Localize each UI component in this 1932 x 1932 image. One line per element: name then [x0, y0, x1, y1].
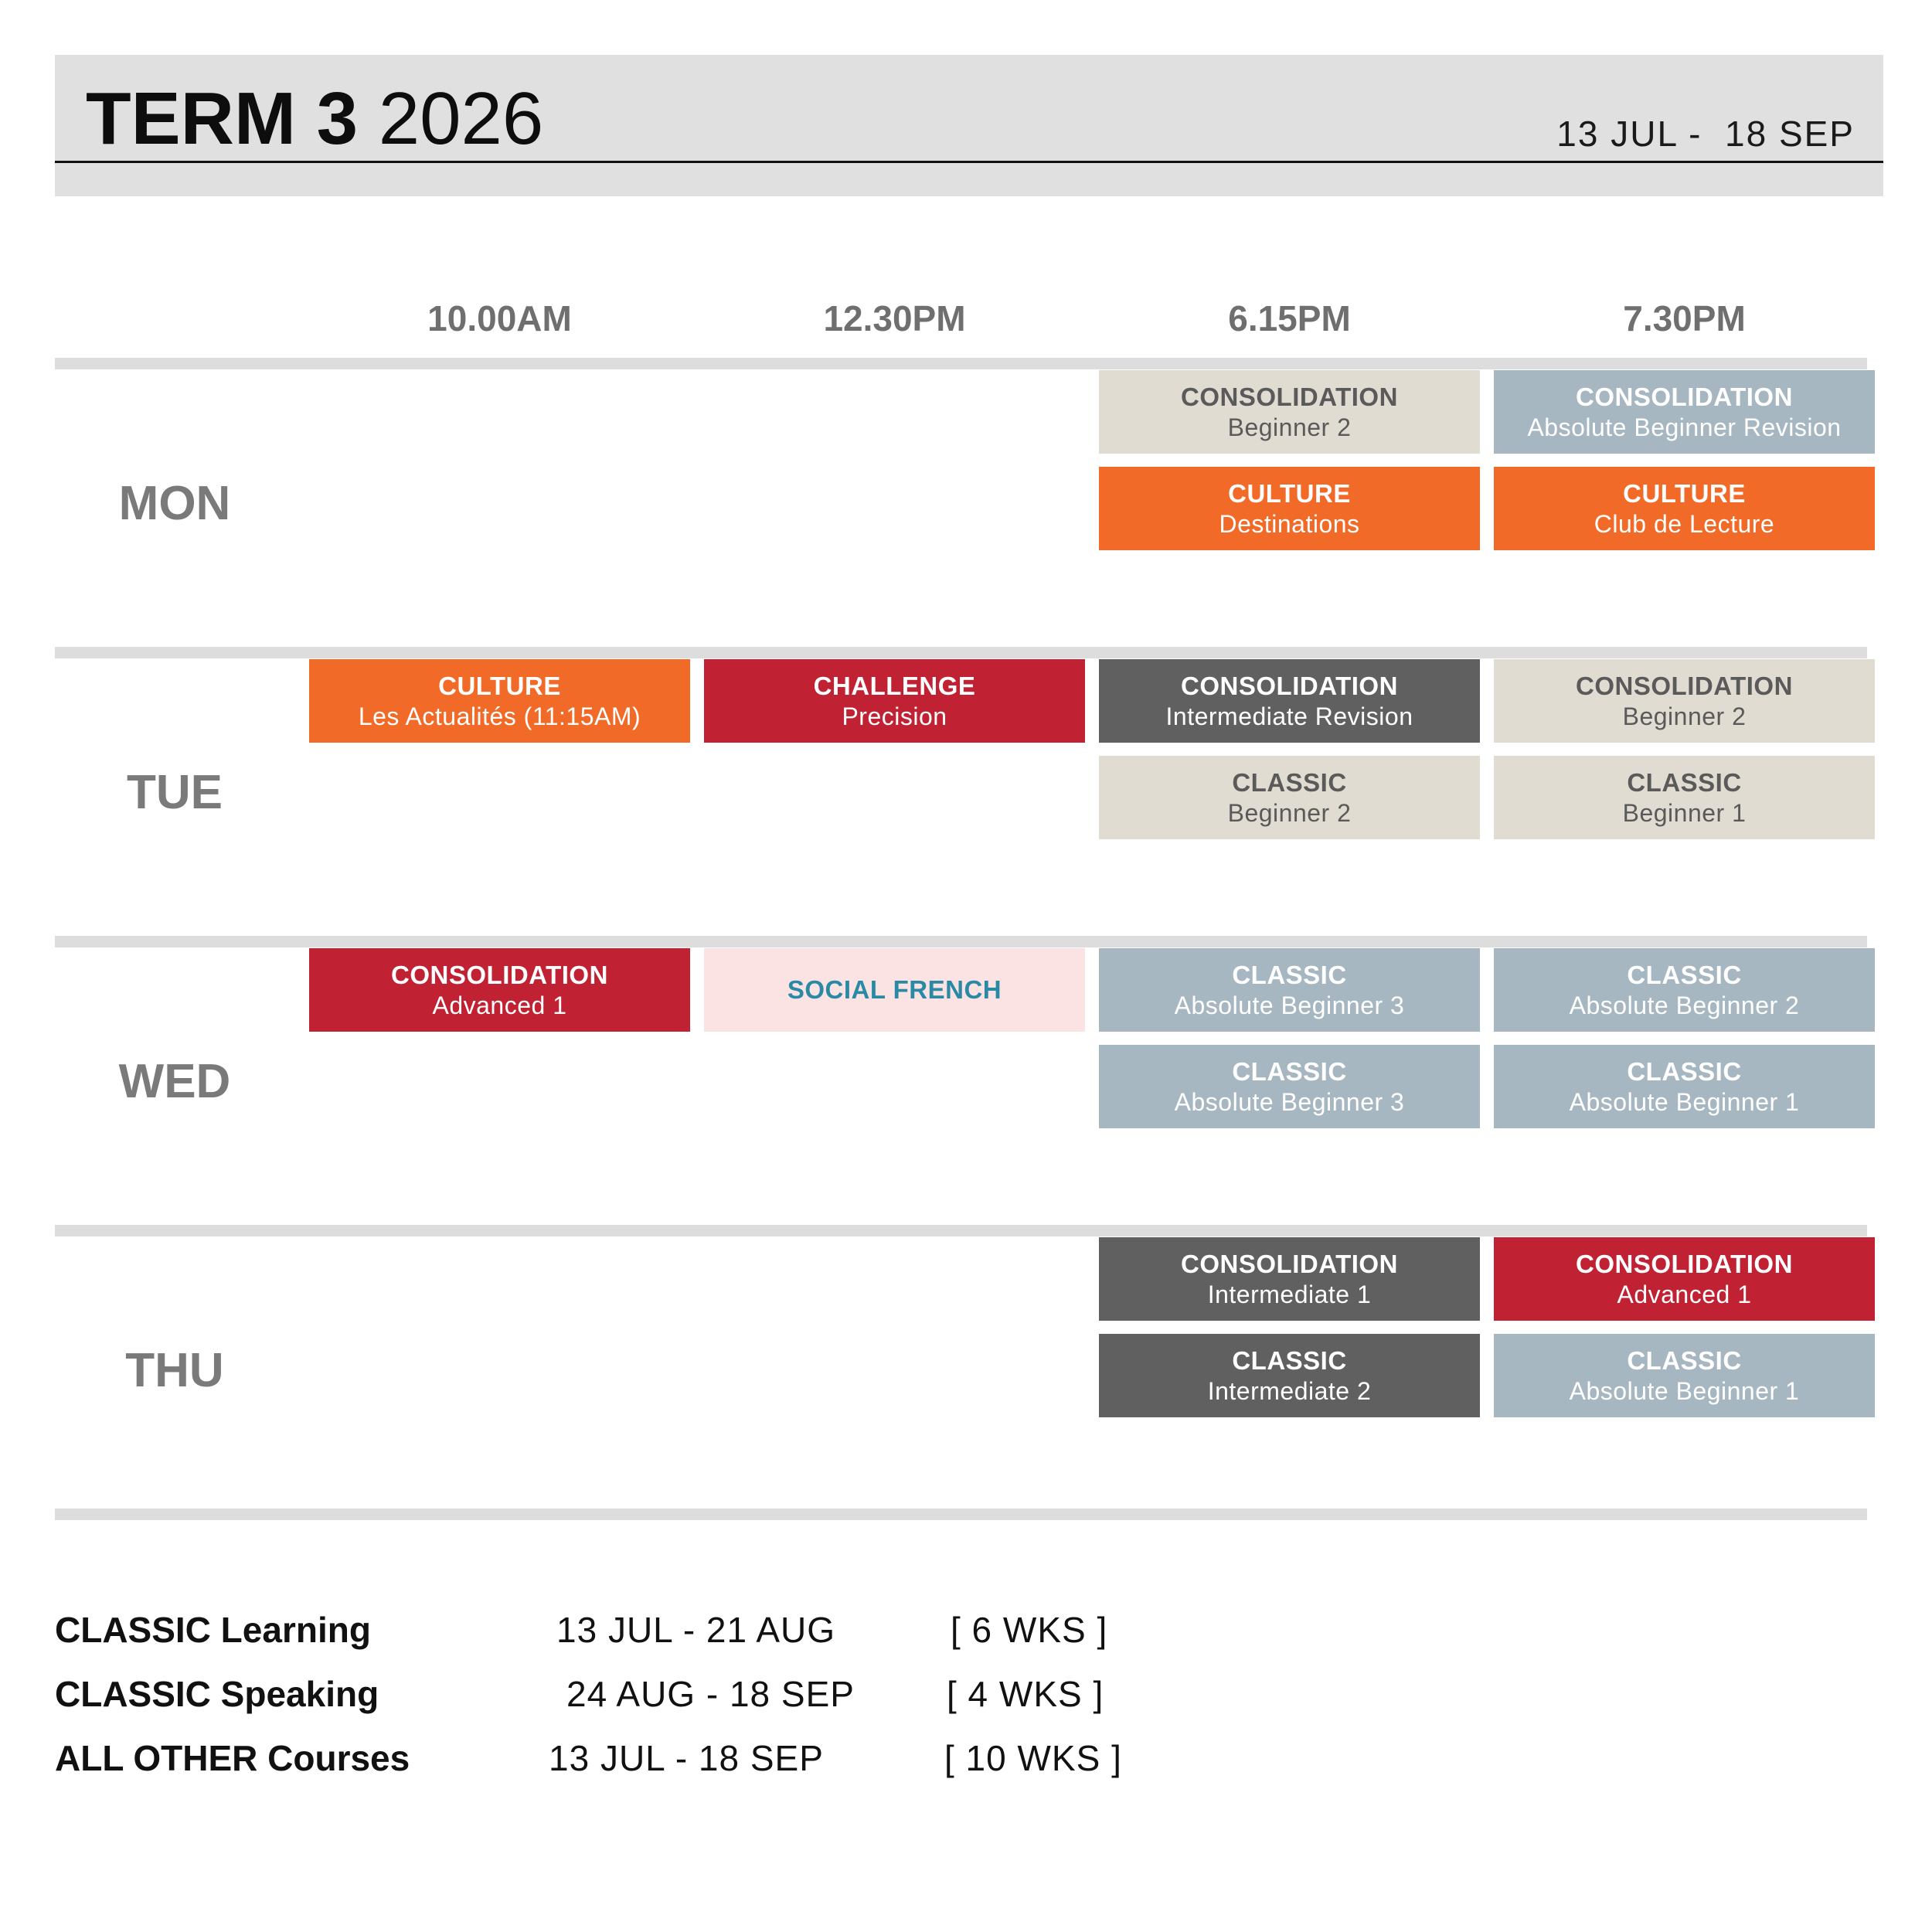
course-block [309, 948, 690, 1032]
course-block [704, 948, 1085, 1032]
time-label-730pm: 7.30PM [1623, 298, 1746, 338]
course-name: Advanced 1 [432, 991, 567, 1019]
course-block [1099, 1237, 1480, 1321]
course-name: Beginner 2 [1622, 702, 1747, 730]
course-name: Intermediate 2 [1207, 1376, 1372, 1405]
course-block [1099, 1334, 1480, 1417]
course-name: Precision [842, 702, 947, 730]
course-category: CLASSIC [1232, 768, 1347, 797]
course-name: Beginner 1 [1622, 798, 1747, 827]
term-title [86, 77, 544, 160]
course-category: CLASSIC [1232, 961, 1347, 989]
course-block [1494, 948, 1875, 1032]
legend-dates: 24 AUG - 18 SEP [566, 1674, 855, 1714]
course-category: CLASSIC [1232, 1346, 1347, 1375]
schedule-bottom-divider [55, 1509, 1867, 1520]
course-category: CONSOLIDATION [1181, 383, 1398, 411]
legend-weeks: [ 4 WKS ] [947, 1674, 1104, 1714]
course-category: CULTURE [1228, 479, 1351, 508]
course-category: CLASSIC [1232, 1057, 1347, 1086]
course-name: Absolute Beginner Revision [1527, 413, 1842, 441]
course-block [1099, 948, 1480, 1032]
term-title-year: 2026 [378, 77, 544, 160]
course-name: Absolute Beginner 1 [1569, 1087, 1800, 1116]
legend-dates: 13 JUL - 18 SEP [549, 1738, 824, 1778]
term-header [55, 55, 1883, 196]
course-name: Intermediate Revision [1165, 702, 1413, 730]
course-name: Absolute Beginner 2 [1569, 991, 1800, 1019]
course-block [1099, 1045, 1480, 1128]
day-separator [55, 1225, 1867, 1236]
course-category: CONSOLIDATION [1181, 1250, 1398, 1278]
time-label-615pm: 6.15PM [1228, 298, 1351, 338]
course-category: CONSOLIDATION [1576, 383, 1793, 411]
day-label-tue: TUE [127, 766, 223, 819]
course-category: SOCIAL FRENCH [787, 975, 1002, 1005]
course-name: Beginner 2 [1227, 798, 1352, 827]
course-name: Club de Lecture [1594, 509, 1775, 538]
legend-name: ALL OTHER Courses [55, 1738, 410, 1778]
term-title-bold: TERM 3 [86, 77, 359, 160]
course-block [1494, 1334, 1875, 1417]
course-block [309, 659, 690, 743]
time-label-10am: 10.00AM [427, 298, 572, 338]
course-block [1099, 467, 1480, 550]
legend-name: CLASSIC Speaking [55, 1674, 379, 1714]
course-name: Absolute Beginner 1 [1569, 1376, 1800, 1405]
legend-weeks: [ 10 WKS ] [944, 1738, 1122, 1778]
legend-name: CLASSIC Learning [55, 1610, 371, 1650]
day-label-thu: THU [125, 1344, 224, 1397]
day-label-wed: WED [118, 1055, 231, 1108]
course-block [1494, 1045, 1875, 1128]
course-name: Beginner 2 [1227, 413, 1352, 441]
course-category: CLASSIC [1627, 961, 1742, 989]
course-block [1494, 1237, 1875, 1321]
course-name: Absolute Beginner 3 [1174, 1087, 1405, 1116]
day-label-mon: MON [118, 477, 231, 530]
course-block [1494, 756, 1875, 839]
course-name: Les Actualités (11:15AM) [358, 702, 641, 730]
course-category: CONSOLIDATION [1576, 1250, 1793, 1278]
course-block [1099, 659, 1480, 743]
course-category: CONSOLIDATION [1576, 672, 1793, 700]
course-block [1099, 756, 1480, 839]
header-divider [55, 161, 1883, 163]
course-category: CONSOLIDATION [391, 961, 608, 989]
day-separator [55, 647, 1867, 658]
course-name: Advanced 1 [1617, 1280, 1752, 1308]
course-name: Absolute Beginner 3 [1174, 991, 1405, 1019]
course-block [1494, 370, 1875, 454]
course-block [1494, 659, 1875, 743]
course-category: CLASSIC [1627, 1346, 1742, 1375]
legend-dates: 13 JUL - 21 AUG [556, 1610, 836, 1650]
time-label-1230pm: 12.30PM [823, 298, 966, 338]
term-dates: 13 JUL - 18 SEP [1556, 114, 1855, 154]
course-category: CONSOLIDATION [1181, 672, 1398, 700]
course-category: CHALLENGE [813, 672, 976, 700]
course-name: Intermediate 1 [1207, 1280, 1372, 1308]
course-block [1099, 370, 1480, 454]
legend-weeks: [ 6 WKS ] [951, 1610, 1108, 1650]
course-block [704, 659, 1085, 743]
course-category: CLASSIC [1627, 1057, 1742, 1086]
day-separator [55, 358, 1867, 369]
course-category: CULTURE [1623, 479, 1746, 508]
course-block [1494, 467, 1875, 550]
course-category: CULTURE [438, 672, 561, 700]
course-category: CLASSIC [1627, 768, 1742, 797]
course-name: Destinations [1219, 509, 1360, 538]
day-separator [55, 936, 1867, 947]
